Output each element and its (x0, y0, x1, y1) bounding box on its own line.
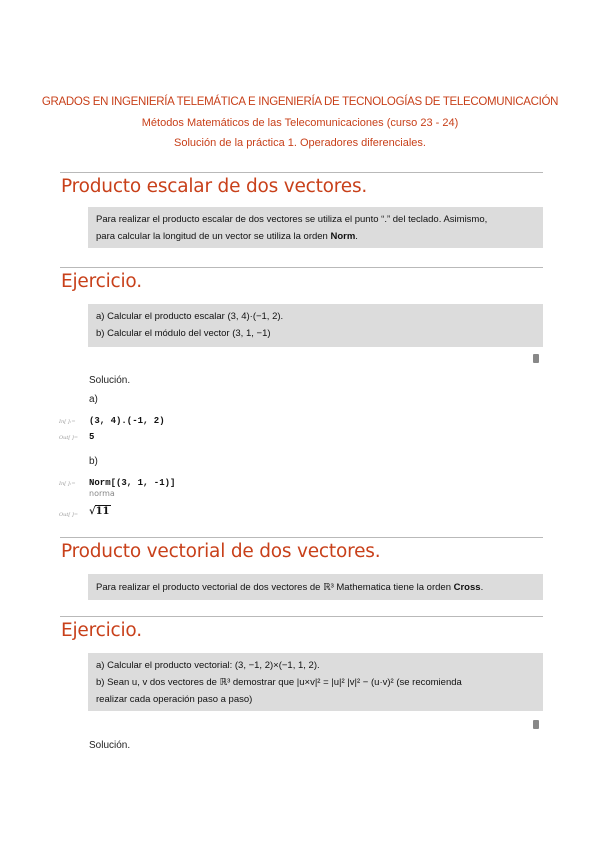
input-cell-2[interactable]: Norm[(3, 1, -1)] (89, 478, 176, 488)
solution-heading: Solución. (89, 740, 131, 751)
output-cell-1: 5 (89, 432, 95, 442)
part-a-label: a) (89, 394, 98, 405)
section-divider (60, 172, 543, 173)
exercise-item-a: a) Calcular el producto vectorial: (3, −1, 2)×(−1, 1, 2). (96, 660, 320, 671)
sqrt-symbol: √ (89, 506, 96, 517)
part-b-label: b) (89, 456, 98, 467)
info-box-producto-escalar (88, 207, 543, 248)
cell-bracket-icon[interactable] (533, 354, 539, 363)
norm-keyword: Norm (330, 231, 356, 242)
input-cell-1[interactable]: (3, 4).(-1, 2) (89, 416, 165, 426)
section-divider (60, 537, 543, 538)
output-label: Out[ ]= (59, 512, 79, 518)
solution-heading: Solución. (89, 375, 131, 386)
section-title-ejercicio-2: Ejercicio. (61, 620, 142, 641)
radicand: 11 (95, 506, 110, 517)
exercise-box-1 (88, 304, 543, 347)
section-divider (60, 616, 543, 617)
subject-title: Métodos Matemáticos de las Telecomunicaciones (curso 23 - 24) (141, 117, 459, 129)
course-title: GRADOS EN INGENIERÍA TELEMÁTICA E INGENIERÍA DE TECNOLOGÍAS DE TELECOMUNICACIÓN (41, 96, 559, 108)
info-box-line: Para realizar el producto escalar de dos vectores se utiliza el punto “.” del teclado. Asimismo, (96, 214, 488, 225)
exercise-item-b-cont: realizar cada operación paso a paso) (96, 694, 253, 705)
section-divider (60, 267, 543, 268)
info-box-line: para calcular la longitud de un vector se utiliza la orden Norm. (96, 231, 358, 242)
practice-title: Solución de la práctica 1. Operadores diferenciales. (174, 137, 426, 149)
function-hint: norma (89, 489, 115, 498)
exercise-item-b: b) Calcular el módulo del vector (3, 1, −1) (96, 328, 271, 339)
exercise-box-2 (88, 653, 543, 711)
output-label: Out[ ]= (59, 435, 79, 441)
section-title-ejercicio-1: Ejercicio. (61, 271, 142, 292)
input-label: In[ ]:= (59, 419, 76, 425)
cell-bracket-icon[interactable] (533, 720, 539, 729)
cross-keyword: Cross (453, 582, 481, 593)
input-label: In[ ]:= (59, 481, 76, 487)
info-box-producto-vectorial: Para realizar el producto vectorial de dos vectores de ℝ³ Mathematica tiene la orden Cross. (88, 574, 543, 600)
exercise-item-a: a) Calcular el producto escalar (3, 4)·(−1, 2). (96, 311, 284, 322)
output-cell-2 (89, 505, 111, 517)
exercise-item-b: b) Sean u, v dos vectores de ℝ³ demostrar que |u×v|² = |u|² |v|² − (u·v)² (se recomienda (96, 677, 462, 688)
section-title-producto-escalar: Producto escalar de dos vectores. (61, 176, 368, 197)
section-title-producto-vectorial: Producto vectorial de dos vectores. (61, 541, 381, 562)
